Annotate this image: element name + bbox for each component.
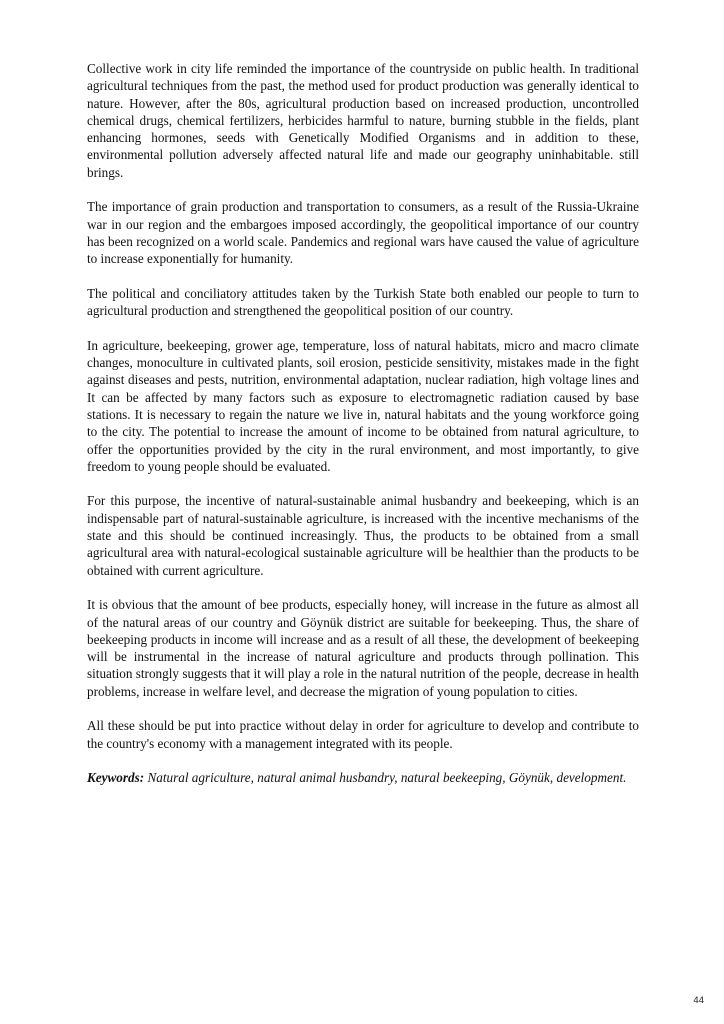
keywords-label: Keywords: xyxy=(87,770,145,786)
keywords-text: Natural agriculture, natural animal husbandry, natural beekeeping, Göynük, development. xyxy=(144,770,627,786)
keywords-line xyxy=(87,769,639,786)
paragraph-3: The political and conciliatory attitudes taken by the Turkish State both enabled our people to turn to agricultural production and strengthened the geopolitical position of our country. xyxy=(87,285,639,319)
paragraph-6: It is obvious that the amount of bee products, especially honey, will increase in the future as almost all of the natural areas of our country and Göynük district are suitable for beekeeping. Thus, the share of beekeeping products in income will increase and as a result of all these, the development of beekeeping will be instrumental in the increase of natural agriculture and products through pollination. This situation strongly suggests that it will play a role in the natural nutrition of the people, decrease in health problems, increase in welfare level, and decrease the migration of young population to cities. xyxy=(87,597,639,699)
main-text xyxy=(87,60,639,804)
paragraph-2: The importance of grain production and transportation to consumers, as a result of the Russia-Ukraine war in our region and the embargoes imposed accordingly, the geopolitical importance of our country has been recognized on a world scale. Pandemics and regional wars have caused the value of agriculture to increase exponentially for humanity. xyxy=(87,199,639,267)
paragraph-4: In agriculture, beekeeping, grower age, temperature, loss of natural habitats, micro and macro climate changes, monoculture in cultivated plants, soil erosion, pesticide sensitivity, mistakes made in the fight against diseases and pests, nutrition, environmental adaptation, nuclear radiation, high voltage lines and It can be affected by many factors such as exposure to electromagnetic radiation caused by base stations. It is necessary to regain the nature we live in, natural habitats and the young workforce going to the city. The potential to increase the amount of income to be obtained from natural agriculture, to offer the opportunities provided by the city in the rural environment, and most importantly, to give freedom to young people should be evaluated. xyxy=(87,337,639,474)
paragraph-5: For this purpose, the incentive of natural-sustainable animal husbandry and beekeeping, which is an indispensable part of natural-sustainable agriculture, is increased with the incentive mechanisms of the state and this should be continued increasingly. Thus, the products to be obtained from a small agricultural area with natural-ecological sustainable agriculture will be healthier than the products to be obtained with current agriculture. xyxy=(87,493,639,578)
page-number: 44 xyxy=(693,995,704,1006)
paragraph-7: All these should be put into practice without delay in order for agriculture to develop and contribute to the country's economy with a management integrated with its people. xyxy=(87,718,639,751)
paragraph-1: Collective work in city life reminded the importance of the countryside on public health. In traditional agricultural techniques from the past, the method used for product production was generally identical to nature. However, after the 80s, agricultural production based on increased production, uncontrolled chemical drugs, chemical fertilizers, herbicides harmful to nature, burning stubble in the fields, plant enhancing hormones, seeds with Genetically Modified Organisms and in addition to these, environmental pollution adversely affected natural life and made our geography uninhabitable. still brings. xyxy=(87,61,639,180)
